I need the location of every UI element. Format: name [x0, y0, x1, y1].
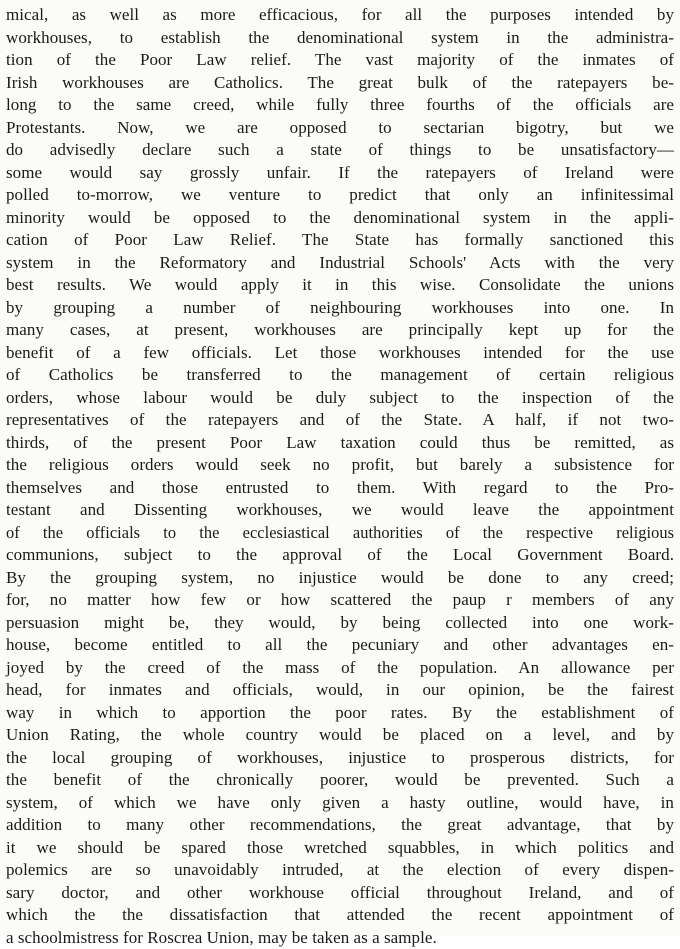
text-line: tion of the Poor Law relief. The vast majority of the inmates of — [6, 49, 674, 72]
text-line: By the grouping system, no injustice would be done to any creed; — [6, 567, 674, 590]
text-line: joyed by the creed of the mass of the population. An allowance per — [6, 657, 674, 680]
text-line: way in which to apportion the poor rates. By the establishment of — [6, 702, 674, 725]
text-line: orders, whose labour would be duly subject to the inspection of the — [6, 387, 674, 410]
text-line: sary doctor, and other workhouse official throughout Ireland, and of — [6, 882, 674, 905]
text-line: Irish workhouses are Catholics. The great bulk of the ratepayers be- — [6, 72, 674, 95]
text-line: thirds, of the present Poor Law taxation could thus be remitted, as — [6, 432, 674, 455]
text-line: house, become entitled to all the pecuniary and other advantages en- — [6, 634, 674, 657]
text-line: system in the Reformatory and Industrial Schools' Acts with the very — [6, 252, 674, 275]
text-line: cation of Poor Law Relief. The State has formally sanctioned this — [6, 229, 674, 252]
text-line: of the officials to the ecclesiastical authorities of the respective religious — [6, 522, 674, 545]
text-line: polemics are so unavoidably intruded, at the election of every dispen- — [6, 859, 674, 882]
text-line: workhouses, to establish the denominational system in the administra- — [6, 27, 674, 50]
text-line: Union Rating, the whole country would be placed on a level, and by — [6, 724, 674, 747]
text-line: benefit of a few officials. Let those workhouses intended for the use — [6, 342, 674, 365]
text-line: system, of which we have only given a hasty outline, would have, in — [6, 792, 674, 815]
text-line: best results. We would apply it in this wise. Consolidate the unions — [6, 274, 674, 297]
text-line: addition to many other recommendations, the great advantage, that by — [6, 814, 674, 837]
text-line: by grouping a number of neighbouring workhouses into one. In — [6, 297, 674, 320]
text-line: for, no matter how few or how scattered the paup r members of any — [6, 589, 674, 612]
article-body — [6, 4, 674, 949]
text-line: long to the same creed, while fully three fourths of the officials are — [6, 94, 674, 117]
text-line: testant and Dissenting workhouses, we would leave the appointment — [6, 499, 674, 522]
text-line: many cases, at present, workhouses are principally kept up for the — [6, 319, 674, 342]
text-line: of Catholics be transferred to the management of certain religious — [6, 364, 674, 387]
text-line: the benefit of the chronically poorer, would be prevented. Such a — [6, 769, 674, 792]
text-line: some would say grossly unfair. If the ratepayers of Ireland were — [6, 162, 674, 185]
text-line: it we should be spared those wretched squabbles, in which politics and — [6, 837, 674, 860]
text-line: minority would be opposed to the denominational system in the appli- — [6, 207, 674, 230]
text-line: the religious orders would seek no profit, but barely a subsistence for — [6, 454, 674, 477]
text-line: head, for inmates and officials, would, in our opinion, be the fairest — [6, 679, 674, 702]
text-line: persuasion might be, they would, by being collected into one work- — [6, 612, 674, 635]
text-line: Protestants. Now, we are opposed to sectarian bigotry, but we — [6, 117, 674, 140]
text-line: which the the dissatisfaction that attended the recent appointment of — [6, 904, 674, 927]
text-line: do advisedly declare such a state of things to be unsatisfactory— — [6, 139, 674, 162]
text-line: themselves and those entrusted to them. With regard to the Pro- — [6, 477, 674, 500]
text-line: the local grouping of workhouses, injustice to prosperous districts, for — [6, 747, 674, 770]
text-line: mical, as well as more efficacious, for all the purposes intended by — [6, 4, 674, 27]
text-line: representatives of the ratepayers and of the State. A half, if not two- — [6, 409, 674, 432]
text-line-last: a schoolmistress for Roscrea Union, may be taken as a sample. — [6, 927, 674, 949]
text-line: polled to-morrow, we venture to predict that only an infinitessimal — [6, 184, 674, 207]
text-line: communions, subject to the approval of the Local Government Board. — [6, 544, 674, 567]
